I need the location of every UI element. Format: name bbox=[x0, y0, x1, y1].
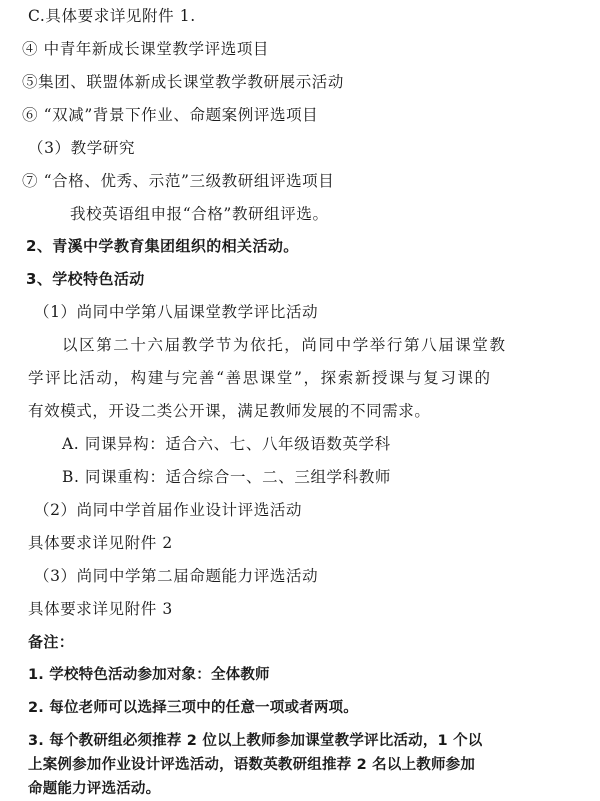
remarks-heading: 备注： bbox=[28, 633, 75, 651]
english-group-application: 我校英语组申报“合格”教研组评选。 bbox=[70, 205, 329, 223]
attachment-note-1: C.具体要求详见附件 1. bbox=[28, 7, 196, 25]
activity-2-title: （2）尚同中学首届作业设计评选活动 bbox=[34, 501, 303, 519]
activity-1-option-a: A. 同课异构：适合六、七、八年级语数英学科 bbox=[62, 435, 391, 453]
activity-1-title: （1）尚同中学第八届课堂教学评比活动 bbox=[34, 303, 319, 321]
remark-1: 1. 学校特色活动参加对象：全体教师 bbox=[28, 667, 270, 683]
activity-1-option-b: B. 同课重构：适合综合一、二、三组学科教师 bbox=[62, 468, 391, 486]
remark-2: 2. 每位老师可以选择三项中的任意一项或者两项。 bbox=[28, 700, 358, 716]
item-5-group-alliance-showcase: ⑤集团、联盟体新成长课堂教学教研展示活动 bbox=[22, 73, 345, 91]
attachment-note-2: 具体要求详见附件 2 bbox=[28, 534, 173, 552]
heading-2-qingxi-group-activities: 2、青溪中学教育集团组织的相关活动。 bbox=[26, 237, 299, 255]
activity-3-title: （3）尚同中学第二届命题能力评选活动 bbox=[34, 567, 319, 585]
item-7-three-level-research-groups: ⑦ “合格、优秀、示范”三级教研组评选项目 bbox=[22, 172, 335, 190]
item-6-double-reduction-cases: ⑥ “双减”背景下作业、命题案例评选项目 bbox=[22, 106, 319, 124]
item-4-young-teacher-selection: ④ 中青年新成长课堂教学评选项目 bbox=[22, 40, 270, 58]
section-3-teaching-research: （3）教学研究 bbox=[28, 139, 136, 157]
remark-3-line-3: 命题能力评选活动。 bbox=[28, 781, 161, 797]
remark-3-line-2: 上案例参加作业设计评选活动，语数英教研组推荐 2 名以上教师参加 bbox=[28, 757, 476, 773]
attachment-note-3: 具体要求详见附件 3 bbox=[28, 600, 173, 618]
activity-1-desc-line-2: 学评比活动，构建与完善“善思课堂”，探索新授课与复习课的 bbox=[28, 369, 492, 387]
activity-1-desc-line-1: 以区第二十六届教学节为依托，尚同中学举行第八届课堂教 bbox=[62, 336, 507, 354]
activity-1-desc-line-3: 有效模式，开设二类公开课，满足教师发展的不同需求。 bbox=[28, 402, 431, 420]
remark-3-line-1: 3. 每个教研组必须推荐 2 位以上教师参加课堂教学评比活动，1 个以 bbox=[28, 733, 483, 749]
heading-3-school-activities: 3、学校特色活动 bbox=[26, 270, 145, 288]
